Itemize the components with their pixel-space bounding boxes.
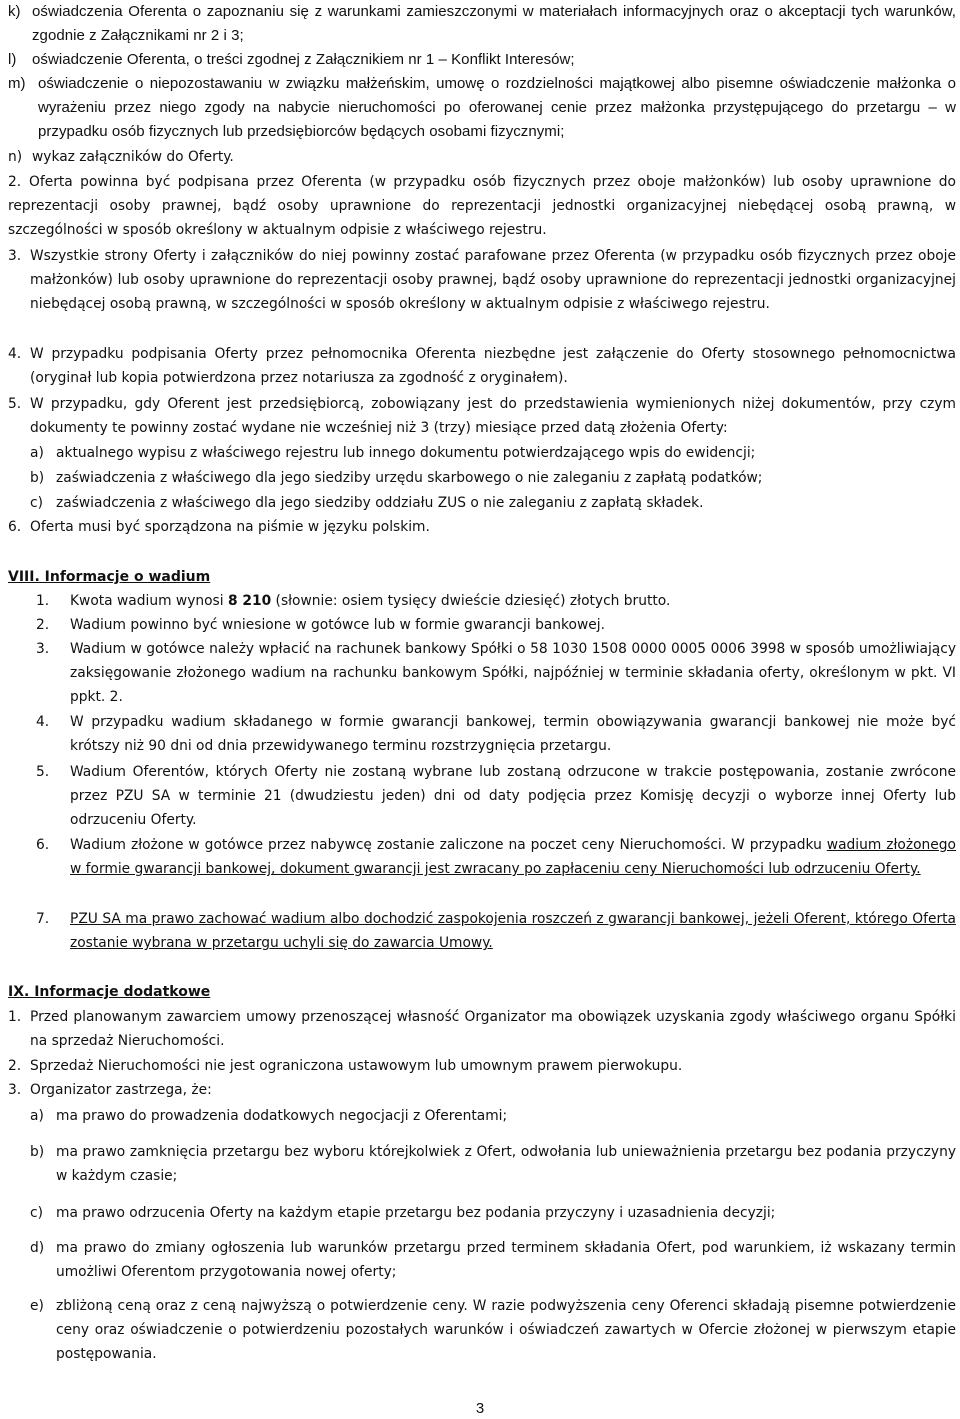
offer-point-5 <box>8 392 956 440</box>
item-marker: b) <box>30 1144 45 1160</box>
item-text: zbliżoną ceną oraz z ceną najwyższą o potwierdzenie ceny. W razie podwyższenia ceny Oferenci składają pisemne potwierdzenie ceny oraz oświadczenie o potwierdzeniu pozostałych warunków i oświadczeń zawartych w Ofercie złożonej w pierwszym etapie postępowania. <box>56 1298 956 1363</box>
item-marker: 5. <box>36 764 50 780</box>
offer-subpoint-a <box>30 441 956 465</box>
section-heading-viii: VIII. Informacje o wadium <box>8 569 211 585</box>
list-item-k <box>8 0 956 48</box>
item-marker: 2. <box>8 1058 22 1074</box>
additional-item-3 <box>8 1078 956 1102</box>
underlined-text: PZU SA ma prawo zachować wadium albo dochodzić zaspokojenia roszczeń z gwarancji bankowej, jeżeli Oferent, którego Oferta zostanie wybrana w przetargu uchyli się do zawarcia Umowy. <box>70 911 956 952</box>
plain-text: Wadium złożone w gotówce przez nabywcę zostanie zaliczone na poczet ceny Nieruchomości. W przypadku <box>70 837 827 853</box>
item-marker: n) <box>8 149 23 165</box>
item-text: Wadium Oferentów, których Oferty nie zostaną wybrane lub zostaną odrzucone w trakcie postępowania, zostanie zwrócone przez PZU SA w terminie 21 (dwudziestu jeden) dni od daty podjęcia przez Komisję decyzji o wyborze innej Oferty lub odrzuceniu Oferty. <box>70 764 956 829</box>
item-marker: 2. <box>8 174 22 190</box>
wadium-amount: 8 210 <box>227 593 272 609</box>
item-text: Przed planowanym zawarciem umowy przenoszącej własność Organizator ma obowiązek uzyskania zgody właściwego organu Spółki na sprzedaż Nieruchomości. <box>30 1009 956 1050</box>
underlined-text: wadium złożonego w formie gwarancji bankowej, dokument gwarancji jest zwracany po zapłaceniu ceny Nieruchomości lub odrzuceniu Oferty. <box>70 837 956 878</box>
item-text: Oferta musi być sporządzona na piśmie w języku polskim. <box>30 519 430 535</box>
offer-point-4 <box>8 342 956 390</box>
item-text: ma prawo odrzucenia Oferty na każdym etapie przetargu bez podania przyczyny i uzasadnienia decyzji; <box>56 1205 776 1221</box>
item-text: zaświadczenia z właściwego dla jego siedziby oddziału ZUS o nie zaleganiu z zapłatą składek. <box>56 495 704 511</box>
item-marker: 2. <box>36 617 50 633</box>
item-marker: 1. <box>36 593 50 609</box>
item-marker: e) <box>30 1298 44 1314</box>
item-marker: 1. <box>8 1009 22 1025</box>
item-text: Organizator zastrzega, że: <box>30 1082 212 1098</box>
item-text: ma prawo do prowadzenia dodatkowych negocjacji z Oferentami; <box>56 1108 508 1124</box>
list-item-l <box>8 48 956 72</box>
reservation-item-e <box>30 1294 956 1367</box>
item-marker: 4. <box>36 714 50 730</box>
reservation-item-d <box>30 1236 956 1284</box>
item-text: ma prawo zamknięcia przetargu bez wyboru którejkolwiek z Ofert, odwołania lub unieważnienia przetargu bez podania przyczyny w każdym czasie; <box>56 1144 956 1185</box>
wadium-item-3 <box>36 637 956 710</box>
item-marker: l) <box>8 51 17 68</box>
reservation-item-c <box>30 1201 956 1225</box>
page-number: 3 <box>475 1400 485 1417</box>
item-marker: 5. <box>8 396 22 412</box>
item-marker: c) <box>30 495 43 511</box>
wadium-item-5 <box>36 760 956 833</box>
amount-prefix: Kwota wadium wynosi <box>70 593 228 609</box>
item-text: W przypadku podpisania Oferty przez pełnomocnika Oferenta niezbędne jest załączenie do Oferty stosownego pełnomocnictwa (oryginał lub kopia potwierdzona przez notariusza za zgodność z oryginałem). <box>30 346 956 387</box>
item-marker: 3. <box>36 641 50 657</box>
item-text: aktualnego wypisu z właściwego rejestru lub innego dokumentu potwierdzającego wpis do ewidencji; <box>56 445 756 461</box>
item-text <box>70 907 956 955</box>
offer-subpoint-b <box>30 466 956 490</box>
offer-point-2 <box>8 170 956 243</box>
item-text: Oferta powinna być podpisana przez Oferenta (w przypadku osób fizycznych przez oboje małżonków) lub osoby uprawnione do reprezentacji osoby prawnej, bądź osoby uprawnione do reprezentacji jednostki organizacyjnej niebędącej osobą prawną, w szczególności w sposób określony w aktualnym odpisie z właściwego rejestru. <box>8 174 956 239</box>
item-text: oświadczenie o niepozostawaniu w związku małżeńskim, umowę o rozdzielności majątkowej albo pisemne oświadczenie małżonka o wyrażeniu przez niego zgody na nabycie nieruchomości po oferowanej cenie przez małżonka przystępującego do przetargu – w przypadku osób fizycznych lub przedsiębiorców będących osobami fizycznymi; <box>38 75 956 141</box>
item-marker: d) <box>30 1240 45 1256</box>
item-text: Wadium powinno być wniesione w gotówce lub w formie gwarancji bankowej. <box>70 617 605 633</box>
item-text <box>70 833 956 881</box>
wadium-item-6 <box>36 833 956 881</box>
list-item-n <box>8 145 956 169</box>
item-marker: a) <box>30 445 44 461</box>
item-text: wykaz załączników do Oferty. <box>32 149 234 165</box>
item-marker: b) <box>30 470 45 486</box>
item-text: W przypadku wadium składanego w formie gwarancji bankowej, termin obowiązywania gwarancji bankowej nie może być krótszy niż 90 dni od dnia przewidywanego terminu rozstrzygnięcia przetargu. <box>70 714 956 755</box>
item-marker: a) <box>30 1108 44 1124</box>
additional-item-2 <box>8 1054 956 1078</box>
reservation-item-a <box>30 1104 956 1128</box>
list-item-m <box>8 72 956 145</box>
offer-point-3 <box>8 244 956 317</box>
wadium-item-7 <box>36 907 956 955</box>
item-marker: 3. <box>8 1082 22 1098</box>
item-marker: 6. <box>36 837 50 853</box>
item-marker: 4. <box>8 346 22 362</box>
item-text: zaświadczenia z właściwego dla jego siedziby urzędu skarbowego o nie zaleganiu z zapłatą podatków; <box>56 470 763 486</box>
item-text: oświadczenia Oferenta o zapoznaniu się z warunkami zamieszczonymi w materiałach informacyjnych oraz o akceptacji tych warunków, zgodnie z Załącznikami nr 2 i 3; <box>32 3 956 45</box>
item-text: Sprzedaż Nieruchomości nie jest ograniczona ustawowym lub umownym prawem pierwokupu. <box>30 1058 683 1074</box>
wadium-item-1 <box>36 589 956 613</box>
wadium-item-4 <box>36 710 956 758</box>
item-marker: 7. <box>36 911 50 927</box>
amount-suffix: (słownie: osiem tysięcy dwieście dziesięć) złotych brutto. <box>271 593 671 609</box>
additional-item-1 <box>8 1005 956 1053</box>
item-text: W przypadku, gdy Oferent jest przedsiębiorcą, zobowiązany jest do przedstawienia wymienionych niżej dokumentów, przy czym dokumenty te powinny zostać wydane nie wcześniej niż 3 (trzy) miesiące przed datą złożenia Oferty: <box>30 396 956 437</box>
item-text: Wadium w gotówce należy wpłacić na rachunek bankowy Spółki o 58 1030 1508 0000 0005 0006 3998 w sposób umożliwiający zaksięgowanie złożonego wadium na rachunku bankowym Spółki, najpóźniej w terminie składania oferty, określonym w pkt. VI ppkt. 2. <box>70 641 956 706</box>
item-marker: c) <box>30 1205 43 1221</box>
item-text <box>70 589 956 613</box>
item-text: oświadczenie Oferenta, o treści zgodnej z Załącznikiem nr 1 – Konflikt Interesów; <box>32 51 575 68</box>
offer-subpoint-c <box>30 491 956 515</box>
reservation-item-b <box>30 1140 956 1188</box>
item-marker: m) <box>8 75 26 92</box>
item-text: Wszystkie strony Oferty i załączników do niej powinny zostać parafowane przez Oferenta (w przypadku osób fizycznych przez oboje małżonków) lub osoby uprawnione do reprezentacji osoby prawnej, bądź osoby uprawnione do reprezentacji jednostki organizacyjnej niebędącej osobą prawną, w szczególności w sposób określony w aktualnym odpisie z właściwego rejestru. <box>30 248 956 313</box>
wadium-item-2 <box>36 613 956 637</box>
offer-point-6 <box>8 515 956 539</box>
item-marker: 3. <box>8 248 22 264</box>
section-heading-ix: IX. Informacje dodatkowe <box>8 984 211 1000</box>
item-marker: k) <box>8 3 21 20</box>
item-marker: 6. <box>8 519 22 535</box>
item-text: ma prawo do zmiany ogłoszenia lub warunków przetargu przed terminem składania Ofert, pod warunkiem, iż wskazany termin umożliwi Oferentom przygotowania nowej oferty; <box>56 1240 956 1281</box>
